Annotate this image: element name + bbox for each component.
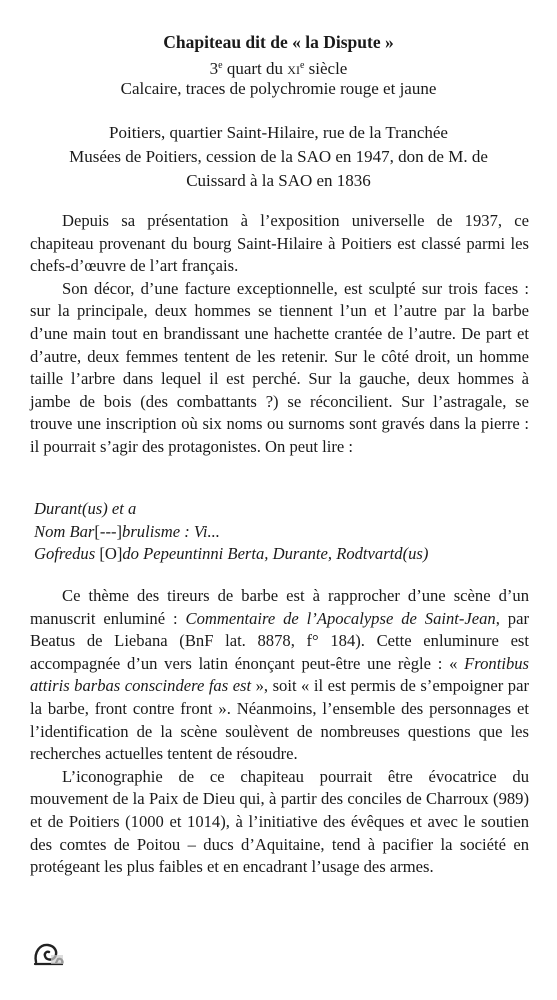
- p3-latin-verse: Frontibus attiris barbas conscindere fas est: [30, 653, 529, 696]
- body-section-1: [30, 210, 529, 459]
- inscription-line1: Durant(us) et a: [34, 499, 137, 518]
- inscription-line3: [34, 543, 537, 566]
- date-sup: e: [218, 60, 223, 71]
- date-prefix: 3: [209, 59, 219, 78]
- p3-a: Ce thème des tireurs de barbe est à rapprocher d’une scène d’un manuscrit enluminé :: [30, 586, 529, 628]
- inscription-line3-c: do Pepeuntinni Berta, Durante, Rodtvartd(us): [122, 544, 429, 564]
- paragraph-paix-de-dieu: L’iconographie de ce chapiteau pourrait être évocatrice du mouvement de la Paix de Dieu qui, à partir des conciles de Charroux (989) et de Poitiers (1000 et 1014), à l’initiative des évêques et avec le soutien des comtes de Poitou – ducs d’Aquitaine, tend à pacifier la société en protégeant les plus faibles et en encadrant l’usage des armes.: [30, 766, 529, 877]
- inscription-line2-b: [---]: [94, 521, 123, 541]
- provenance-line1: Poitiers, quartier Saint-Hilaire, rue de la Tranchée: [109, 123, 448, 142]
- artwork-title: Chapiteau dit de « la Dispute »: [163, 32, 394, 52]
- artwork-material: Calcaire, traces de polychromie rouge et jaune: [120, 79, 437, 98]
- date-century: xi: [287, 59, 300, 78]
- date-suffix: siècle: [304, 59, 348, 78]
- provenance-line3: Cuissard à la SAO en 1836: [186, 171, 371, 190]
- inscription-line3-b: [O]: [99, 544, 123, 564]
- p3-manuscript-title: Commentaire de l’Apocalypse de Saint-Jean: [185, 608, 496, 628]
- inscription-line2-a: Nom Bar: [34, 521, 95, 541]
- paragraph-beatus: [30, 585, 529, 766]
- body-section-2: [30, 585, 529, 879]
- artwork-date: [0, 55, 557, 80]
- provenance-line2: Musées de Poitiers, cession de la SAO en 1947, don de M. de: [69, 147, 488, 166]
- inscription-block: [34, 498, 537, 566]
- date-century-sup: e: [299, 60, 305, 71]
- p3-e: », soit « il est permis de s’empoigner par la barbe, front contre front ». Néanmoins, l’ensemble des personnages et l’identification de la scène soulèvent de nombreuses questions que les recherches actuelles tentent de résoudre.: [30, 676, 529, 764]
- p3-c: , par Beatus de Liebana (BnF lat. 8878, f° 184). Cette enluminure est accompagnée d’un vers latin énonçant peut-être une règle : «: [30, 608, 529, 673]
- inscription-line3-a: Gofredus: [34, 544, 100, 564]
- date-mid: quart du: [222, 59, 288, 78]
- paragraph-decor: Son décor, d’une facture exceptionnelle, est sculpté sur trois faces : sur la principale, deux hommes se tiennent l’un et l’autre par la barbe d’une main tout en brandissant une hachette crantée de l’autre. De part et d’autre, deux femmes tentent de les retenir. Sur le côté droit, un homme taille l’arbre dans lequel il est perché. Sur la gauche, deux hommes à jambe de bois (des combattants ?) se réconcilient. Sur l’astragale, se trouve une inscription où six noms ou surnoms sont gravés dans la pierre : il pourrait s’agir des protagonistes. On peut lire :: [30, 278, 529, 456]
- snail-logo-icon: [32, 938, 66, 970]
- inscription-line2-c: brulisme : Vi...: [122, 521, 220, 541]
- paragraph-exposition: Depuis sa présentation à l’exposition universelle de 1937, ce chapiteau provenant du bourg Saint-Hilaire à Poitiers est classé parmi les chefs-d’œuvre de l’art français.: [30, 211, 529, 276]
- inscription-line2: [34, 521, 537, 544]
